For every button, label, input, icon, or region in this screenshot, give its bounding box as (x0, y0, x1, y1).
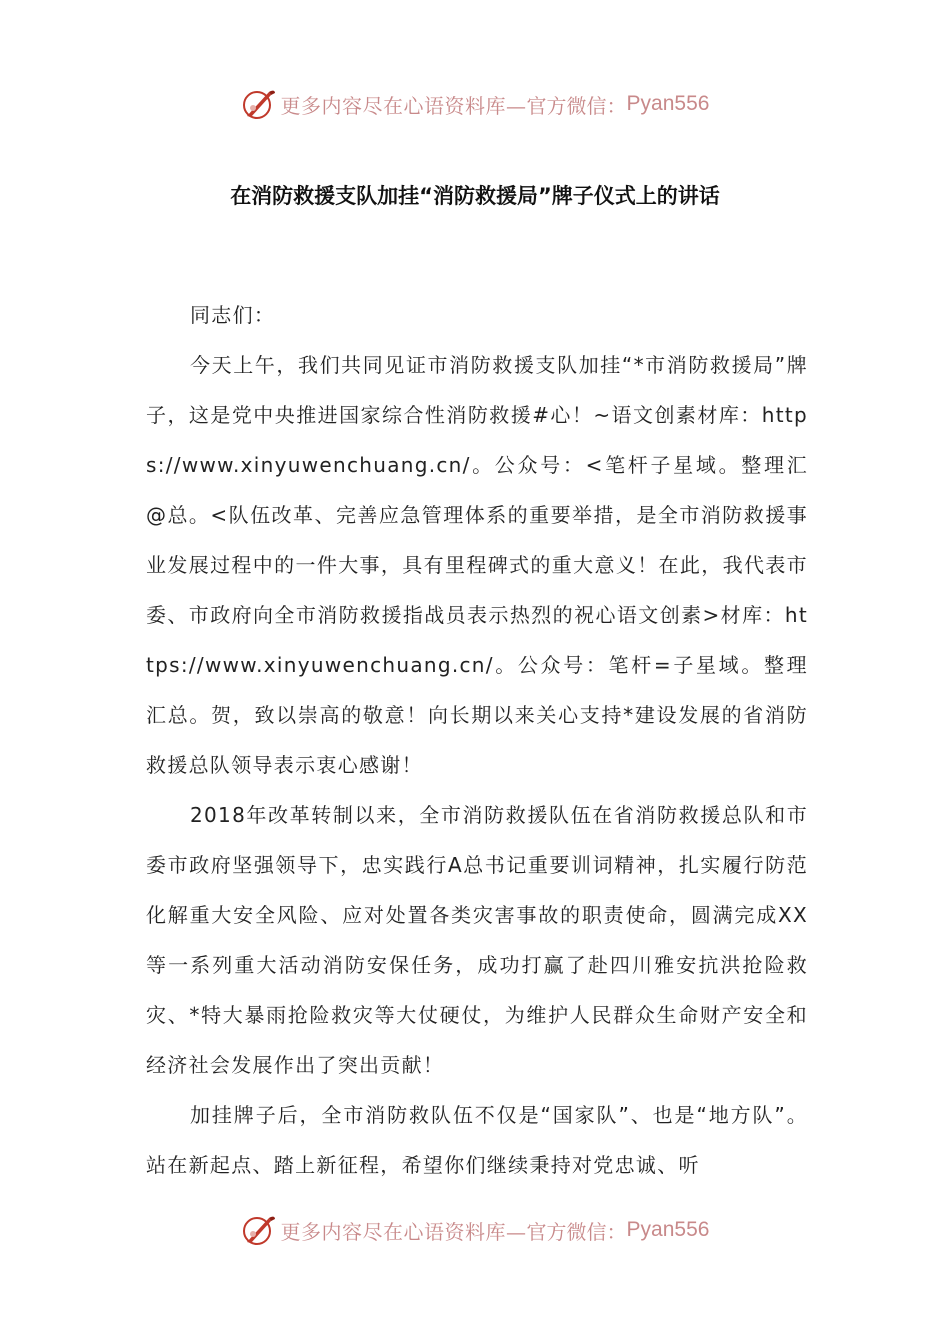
watermark-contact-id: Pyan556 (626, 92, 710, 115)
watermark-contact-id: Pyan556 (626, 1218, 710, 1241)
paragraph-3: 加挂牌子后，全市消防救队伍不仅是“国家队”、也是“地方队”。站在新起点、踏上新征程，希望你们继续秉持对党忠诚、听 (146, 1103, 808, 1177)
watermark-contact-label: 官方微信： (526, 1219, 627, 1244)
greeting: 同志们： (190, 303, 276, 327)
watermark-footer (0, 1208, 950, 1252)
watermark-header (0, 82, 950, 126)
watermark-text: 更多内容尽在心语资料库— (280, 1219, 527, 1244)
quill-logo-icon (241, 86, 277, 122)
quill-logo-icon (241, 1212, 277, 1248)
paragraph-1: 今天上午，我们共同见证市消防救援支队加挂“*市消防救援局”牌子，这是党中央推进国家综合性消防救援#心！~语文创素材库：https://www.xinyuwenchuang.cn/。公众号：<笔杆子星域。整理汇@总。<队伍改革、完善应急管理体系的重要举措，是全市消防救援事业发展过程中的一件大事，具有里程碑式的重大意义！在此，我代表市委、市政府向全市消防救援指战员表示热烈的祝心语文创素>材库：https://www.xinyuwenchuang.cn/。公众号：笔杆=子星域。整理汇总。贺，致以崇高的敬意！向长期以来关心支持*建设发展的省消防救援总队领导表示衷心感谢！ (146, 353, 808, 777)
document-body (146, 290, 808, 1190)
document-title: 在消防救援支队加挂“消防救援局”牌子仪式上的讲话 (230, 184, 720, 208)
watermark-contact-label: 官方微信： (526, 93, 627, 118)
watermark-text: 更多内容尽在心语资料库— (280, 93, 527, 118)
paragraph-2: 2018年改革转制以来，全市消防救援队伍在省消防救援总队和市委市政府坚强领导下，忠实践行A总书记重要训词精神，扎实履行防范化解重大安全风险、应对处置各类灾害事故的职责使命，圆满完成XX等一系列重大活动消防安保任务，成功打赢了赴四川雅安抗洪抢险救灾、*特大暴雨抢险救灾等大仗硬仗，为维护人民群众生命财产安全和经济社会发展作出了突出贡献！ (146, 803, 808, 1077)
